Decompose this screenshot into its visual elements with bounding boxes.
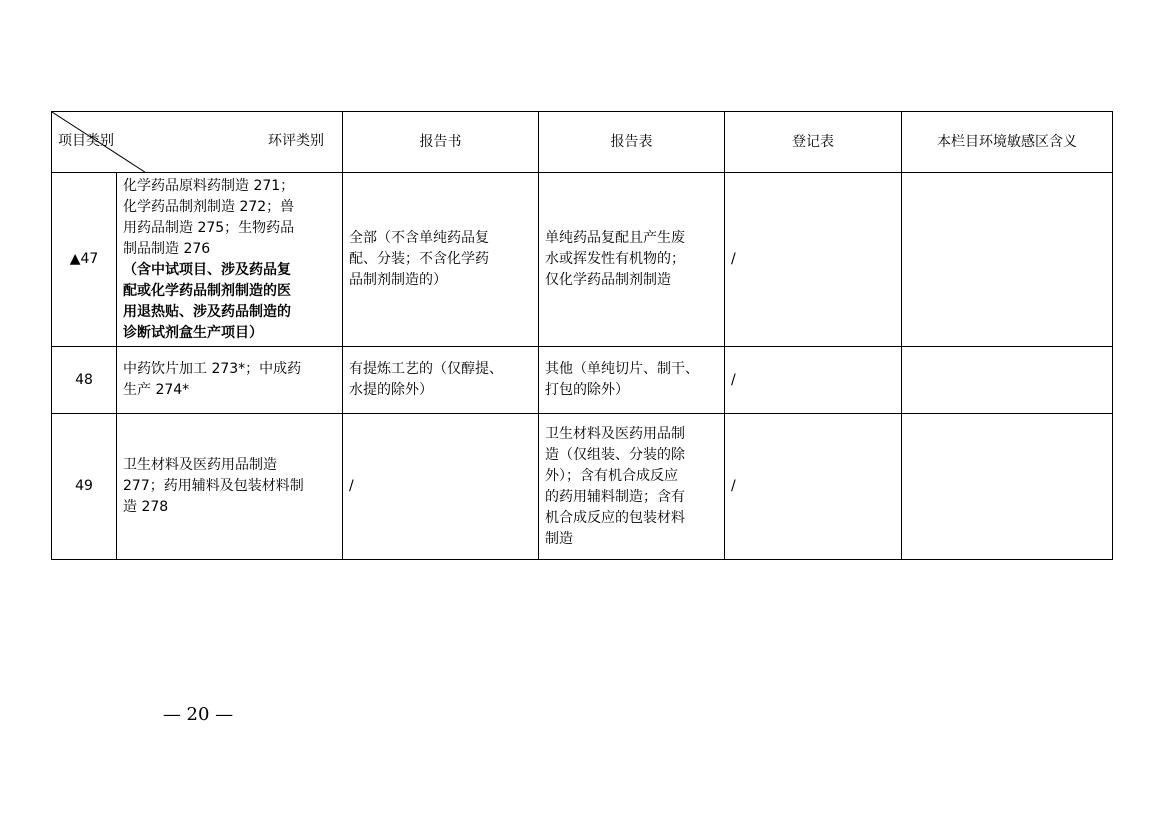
category-bold-line: 配或化学药品制剂制造的医 <box>123 282 291 299</box>
page-number: — 20 — <box>162 704 234 725</box>
table-row <box>52 414 1113 560</box>
category-line: 造 278 <box>123 499 169 515</box>
cell-line: 配、分装；不含化学药 <box>349 251 489 267</box>
row-number: 49 <box>52 414 117 560</box>
cell-line: 水提的除外） <box>349 382 433 398</box>
row-number: 48 <box>52 347 117 414</box>
report-form-cell <box>539 173 725 347</box>
header-report-book: 报告书 <box>343 112 539 173</box>
diagonal-header-cell <box>52 112 343 173</box>
cell-line: 的药用辅料制造；含有 <box>545 488 685 505</box>
cell-line: 有提炼工艺的（仅醇提、 <box>349 361 503 377</box>
cell-line: 打包的除外） <box>545 382 629 398</box>
category-line: 277；药用辅料及包装材料制 <box>123 478 304 494</box>
column-category-label: 环评类别 <box>268 133 324 149</box>
category-line: 生产 274* <box>123 382 190 398</box>
cell-line: 单纯药品复配且产生废 <box>545 230 685 246</box>
category-bold-line: 用退热贴、涉及药品制造的 <box>123 303 291 320</box>
cell-line: 机合成反应的包装材料 <box>545 509 685 526</box>
category-bold-line: 诊断试剂盒生产项目） <box>123 324 263 341</box>
header-report-form: 报告表 <box>539 112 725 173</box>
category-bold-line: （含中试项目、涉及药品复 <box>123 261 291 278</box>
project-category-cell <box>117 414 343 560</box>
cell-line: 外）；含有机合成反应 <box>545 467 678 484</box>
report-form-cell <box>539 347 725 414</box>
registration-form-cell: / <box>725 414 902 560</box>
registration-form-cell: / <box>725 173 902 347</box>
cell-line: 全部（不含单纯药品复 <box>349 230 489 246</box>
cell-line: 其他（单纯切片、制干、 <box>545 361 699 377</box>
category-line: 中药饮片加工 273*；中成药 <box>123 361 302 377</box>
sensitive-area-cell <box>902 347 1113 414</box>
report-form-cell <box>539 414 725 560</box>
project-category-cell <box>117 347 343 414</box>
row-number: ▲47 <box>52 173 117 347</box>
category-line: 化学药品原料药制造 271； <box>123 177 295 194</box>
table-row <box>52 347 1113 414</box>
sensitive-area-cell <box>902 414 1113 560</box>
registration-form-cell: / <box>725 347 902 414</box>
cell-line: / <box>349 478 354 494</box>
table-row <box>52 173 1113 347</box>
cell-line: 卫生材料及医药用品制 <box>545 425 685 442</box>
report-book-cell <box>343 173 539 347</box>
category-line: 卫生材料及医药用品制造 <box>123 457 277 473</box>
category-line: 用药品制造 275；生物药品 <box>123 219 295 236</box>
table-header-row <box>52 112 1113 173</box>
report-book-cell <box>343 347 539 414</box>
sensitive-area-cell <box>902 173 1113 347</box>
cell-line: 制造 <box>545 530 573 547</box>
cell-line: 仅化学药品制剂制造 <box>545 272 671 288</box>
eia-category-table <box>51 111 1113 560</box>
cell-line: 品制剂制造的） <box>349 272 447 288</box>
cell-line: 造（仅组装、分装的除 <box>545 446 685 463</box>
category-line: 化学药品制剂制造 272；兽 <box>123 198 295 215</box>
report-book-cell <box>343 414 539 560</box>
cell-line: 水或挥发性有机物的； <box>545 251 685 267</box>
category-line: 制品制造 276 <box>123 240 211 257</box>
project-category-cell <box>117 173 343 347</box>
header-registration-form: 登记表 <box>725 112 902 173</box>
row-category-label: 项目类别 <box>58 133 114 149</box>
header-sensitive-area: 本栏目环境敏感区含义 <box>902 112 1113 173</box>
